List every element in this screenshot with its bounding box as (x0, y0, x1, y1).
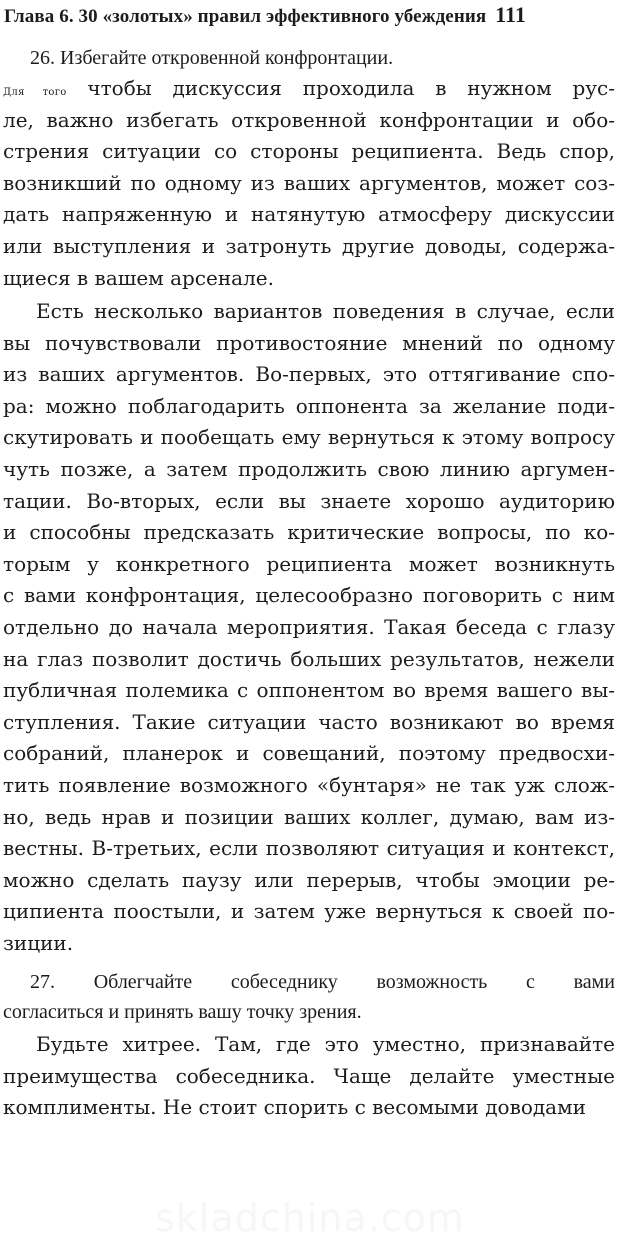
section-26-paragraph-2 (3, 296, 615, 959)
paragraph-line: стрения ситуации со стороны реципиента. Ведь спор, (3, 139, 615, 164)
paragraph-line: и способны предсказать критические вопросы, по ко- (3, 520, 615, 545)
paragraph-line: публичная полемика с оппонентом во время вашего вы- (3, 678, 615, 703)
paragraph-line: с вами конфронтация, целесообразно поговорить с ним (3, 583, 615, 608)
paragraph-line: собраний, планерок и совещаний, поэтому предвосхи- (3, 741, 615, 766)
paragraph-line: дать напряженную и натянутую атмосферу дискуссии (3, 202, 615, 227)
section-26-heading-block (3, 43, 615, 73)
section-26-paragraph-1 (3, 73, 615, 294)
section-27-heading-line: 27. Облегчайте собеседнику возможность с вами (30, 971, 615, 993)
paragraph-line: ступления. Такие ситуации часто возникают во время (3, 709, 615, 734)
paragraph-line: торым у конкретного реципиента может возникнуть (3, 551, 615, 576)
paragraph-line: Будьте хитрее. Там, где это уместно, признавайте (36, 1032, 615, 1056)
lead-in-rest: чтобы дискуссия проходила в нужном рус- (87, 76, 615, 100)
paragraph-line: скутировать и пообещать ему вернуться к этому вопросу (3, 425, 615, 450)
paragraph-line: возникший по одному из ваших аргументов, может соз- (3, 170, 615, 195)
paragraph-line: чуть позже, а затем продолжить свою линию аргумен- (3, 456, 615, 481)
paragraph-line: комплименты. Не стоит спорить с весомыми доводами (3, 1095, 586, 1120)
paragraph-line (3, 73, 615, 105)
paragraph-line: ципиента поостыли, и затем уже вернуться к своей по- (3, 899, 615, 924)
section-27-heading-line: согласиться и принять вашу точку зрения. (3, 1001, 362, 1023)
paragraph-line: щиеся в вашем арсенале. (3, 265, 274, 290)
section-26-heading: 26. Избегайте откровенной конфронтации. (30, 47, 394, 69)
paragraph-line: на глаз позволит достичь больших результатов, нежели (3, 646, 615, 671)
paragraph-line: тации. Во-вторых, если вы знаете хорошо аудиторию (3, 488, 615, 513)
chapter-title: Глава 6. 30 «золотых» правил эффективного убеждения (4, 6, 487, 27)
paragraph-line: ле, важно избегать откровенной конфронтации и обо- (3, 107, 615, 132)
section-27-paragraph-1 (3, 1029, 615, 1124)
paragraph-line: ра: можно поблагодарить оппонента за желание поди- (3, 393, 615, 418)
lead-in-small-text: Для того (3, 87, 67, 98)
paragraph-line: вы почувствовали противостояние мнений по одному (3, 330, 615, 355)
paragraph-line: можно сделать паузу или перерыв, чтобы эмоции ре- (3, 867, 615, 892)
paragraph-line: зиции. (3, 930, 74, 955)
running-header (4, 2, 616, 30)
paragraph-line: но, ведь нрав и позиции ваших коллег, думаю, вам из- (3, 804, 615, 829)
paragraph-line: Есть несколько вариантов поведения в случае, если (36, 299, 615, 323)
page-number: 111 (495, 2, 527, 27)
paragraph-line: тить появление возможного «бунтаря» не так уж слож- (3, 772, 615, 797)
paragraph-line: вестны. В-третьих, если позволяют ситуация и контекст, (3, 836, 615, 861)
paragraph-line: из ваших аргументов. Во-первых, это оттягивание спо- (3, 362, 615, 387)
section-27-heading-block (3, 967, 615, 1027)
paragraph-line: преимущества собеседника. Чаще делайте уместные (3, 1063, 615, 1088)
watermark (110, 1196, 510, 1240)
paragraph-line: отдельно до начала мероприятия. Такая беседа с глазу (3, 614, 615, 639)
paragraph-line: или выступления и затронуть другие доводы, содержа- (3, 233, 615, 258)
